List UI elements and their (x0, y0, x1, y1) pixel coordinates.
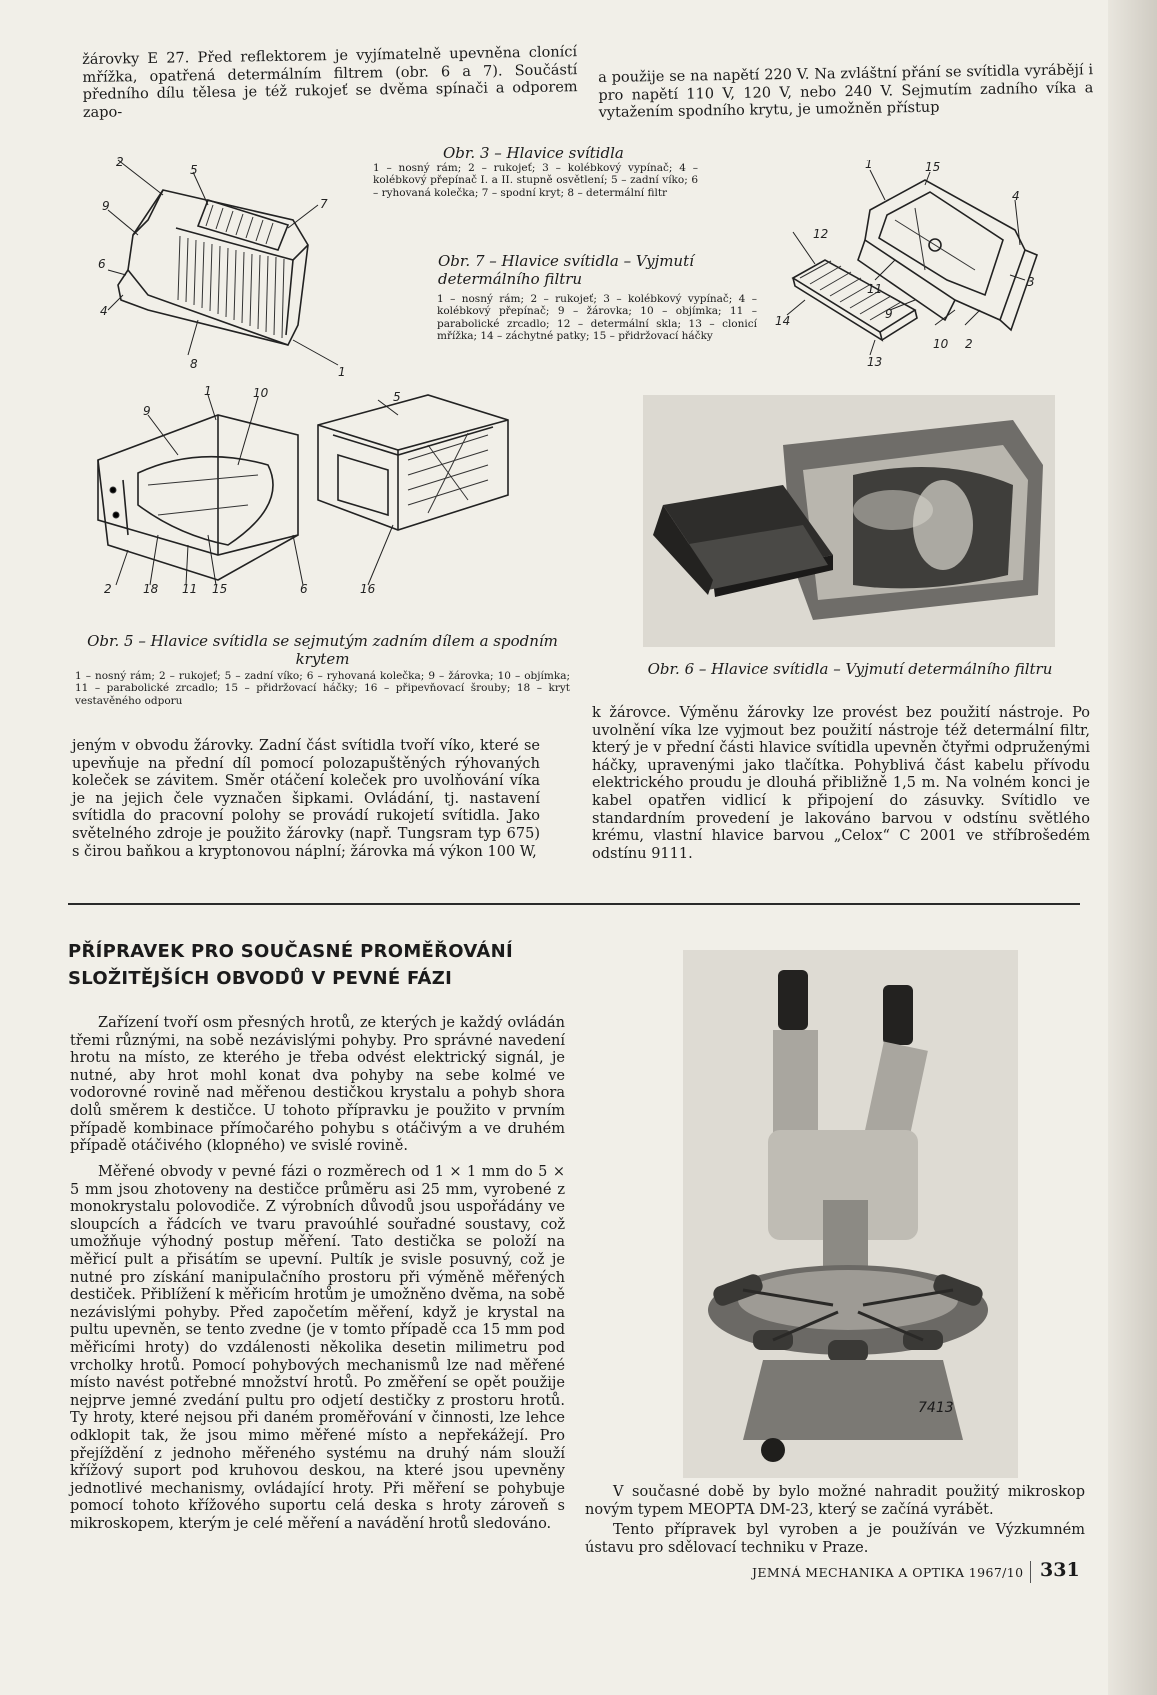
fig3-label-2: 2 (116, 155, 124, 169)
fig7-label-10: 10 (933, 337, 949, 351)
fig3-label-8: 8 (190, 357, 198, 371)
article-title-line-1: PŘÍPRAVEK PRO SOUČASNÉ PROMĚŘOVÁNÍ (68, 941, 514, 962)
text-top-right: a použije se na napětí 220 V. Na zvláštní přání se svítidla vyrábějí i pro napětí 110 V, 120 V, nebo 240 V. Sejmutím zadního víka a vytažením spodního krytu, je umožněn přístup (598, 62, 1094, 122)
fig3-label-1: 1 (338, 365, 346, 379)
figure-7-drawing (775, 160, 1085, 370)
fig7-label-9: 9 (885, 307, 893, 321)
text-mid-right: k žárovce. Výměnu žárovky lze provést bez použití nástroje. Po uvolnění víka lze vyjmout bez použití nástroje též determální filtr, který je v přední části hlavice svítidla upevněn čtyřmi odpruženými háčky, upravenými jako tlačítka. Pohyblivá část kabelu přívodu elektrického proudu je dlouhá přibližně 1,5 m. Na volném konci je kabel opatřen vidlicí k připojení do zásuvky. Svítidlo ve standardním provedení je lakováno barvou v odstínu světlého krému, vlastní hlavice barvou „Celox“ C 2001 ve stříbrošedém odstínu 9111. (592, 705, 1090, 862)
fig5-label-2: 2 (104, 582, 112, 596)
microscope-photo (683, 950, 1018, 1478)
fig3-label-9: 9 (102, 199, 110, 213)
fig7-label-4: 4 (1012, 189, 1020, 203)
figure-5-drawing (88, 385, 548, 600)
fig5-label-9: 9 (143, 404, 151, 418)
fig3-label-6: 6 (98, 257, 106, 271)
fig3-label-7: 7 (320, 197, 328, 211)
text-mid-left: jeným v obvodu žárovky. Zadní část svítidla tvoří víko, které se upevňuje na přední díl pomocí polozapuštěných rýhovaných koleček se závitem. Směr otáčení koleček pro uvolňování víka je na jejich čele vyznačen šipkami. Ovládání, tj. nastavení svítidla do pracovní polohy se provádí rukojetí svítidla. Jako světelného zdroje je použito žárovky (např. Tungsram typ 675) s čirou baňkou a kryptonovou náplní; žárovka má výkon 100 W, (72, 738, 540, 860)
fig7-label-1: 1 (865, 160, 873, 171)
fig5-label-18: 18 (143, 582, 159, 596)
fig5-caption-title: Obr. 5 – Hlavice svítidla se sejmutým zadním dílem a spodním krytem (87, 632, 558, 668)
fig5-label-16: 16 (360, 582, 376, 596)
section-divider (68, 903, 1080, 905)
article-paragraph-4: Tento přípravek byl vyroben a je používán ve Výzkumném ústavu pro sdělovací techniku v Praze. (585, 1522, 1085, 1556)
figure-3-drawing (88, 150, 348, 380)
fig5-label-1: 1 (204, 385, 212, 398)
fig7-label-12: 12 (813, 227, 829, 241)
fig7-label-3: 3 (1027, 275, 1035, 289)
fig5-caption-text: 1 – nosný rám; 2 – rukojeť; 5 – zadní víko; 6 – ryhovaná kolečka; 9 – žárovka; 10 – objímka; 11 – parabolické zrcadlo; 15 – přidržovací háčky; 16 – připevňovací šrouby; 18 – kryt vestavěného odporu (75, 670, 570, 707)
fig3-label-4: 4 (100, 304, 108, 318)
fig5-label-11: 11 (182, 582, 198, 596)
fig3-caption-title: Obr. 3 – Hlavice svítidla (443, 144, 624, 162)
article-title-line-2: SLOŽITĚJŠÍCH OBVODŮ V PEVNÉ FÁZI (68, 968, 453, 989)
article-paragraph-3: V současné době by bylo možné nahradit použitý mikroskop novým typem MEOPTA DM-23, který se začíná vyrábět. (585, 1484, 1085, 1518)
journal-footer: JEMNÁ MECHANIKA A OPTIKA 1967/10 (752, 1565, 1024, 1580)
fig7-label-15: 15 (925, 160, 941, 174)
fig3-caption-text: 1 – nosný rám; 2 – rukojeť; 3 – kolébkový vypínač; 4 – kolébkový přepínač I. a II. stupně osvětlení; 5 – zadní víko; 6 – ryhovaná kolečka; 7 – spodní kryt; 8 – determální filtr (373, 162, 698, 199)
article-paragraph-2: Měřené obvody v pevné fázi o rozměrech od 1 × 1 mm do 5 × 5 mm jsou zhotoveny na destičce průměru asi 25 mm, vyrobené z monokrystalu polovodiče. Z výrobních důvodů jsou uspořádány ve sloupcích a řádcích ve tvaru pravoúhlé souřadné soustavy, což umožňuje výhodný postup měření. Tato destička se položí na měřicí pult a přisátím se upevní. Pultík je svisle posuvný, což je nutné pro získání manipulačního prostoru při výměně měřených destiček. Přiblížení k měřicím hrotům je umožněno dvěma, na sobě nezávislými pohyby. Před započetím měření, když je krystal na pultu upevněn, se tento zvedne (je v tomto případě cca 15 mm pod měřicími hroty) do vzdálenosti několika desetin milimetru pod vrcholky hrotů. Pomocí pohybových mechanismů lze nad měřené místo navést potřebné množství hrotů. Po změření se opět použije nejprve jemné zvedání pultu pro odjetí destičky z prostoru hrotů. Ty hroty, které nejsou při daném proměřování v činnosti, lze lehce odklopit tak, že jsou mimo měřené místo a nepřekážejí. Pro přejíždění z jednoho měřeného systému na druhý nám slouží křížový suport pod kruhovou deskou, na které jsou upevněny jednotlivé mechanismy, ovládající hroty. Při měření se pohybuje pomocí tohoto křížového suportu celá deska s hroty zároveň s mikroskopem, kterým je celé měření a navádění hrotů sledováno. (70, 1164, 565, 1532)
footer-divider (1030, 1561, 1031, 1583)
figure-6-photo (643, 395, 1055, 647)
fig7-label-13: 13 (867, 355, 883, 369)
fig5-label-10: 10 (253, 386, 269, 400)
page-edge-shadow (1108, 0, 1157, 1695)
fig5-label-5: 5 (393, 390, 401, 404)
page-number: 331 (1040, 1559, 1080, 1581)
text-top-left: žárovky E 27. Před reflektorem je vyjímatelně upevněna clonící mřížka, opatřená determálním filtrem (obr. 6 a 7). Součástí předního dílu tělesa je též rukojeť se dvěma spínači a odporem zapo- (82, 44, 578, 121)
fig7-caption-title: Obr. 7 – Hlavice svítidla – Vyjmutí determálního filtru (438, 252, 694, 288)
fig7-label-2: 2 (965, 337, 973, 351)
fig7-caption-text: 1 – nosný rám; 2 – rukojeť; 3 – kolébkový vypínač; 4 – kolébkový přepínač; 9 – žárovka; 10 – objímka; 11 – parabolické zrcadlo; 12 – determální skla; 13 – clonicí mřížka; 14 – záchytné patky; 15 – přidržovací háčky (437, 293, 757, 343)
article-paragraph-1: Zařízení tvoří osm přesných hrotů, ze kterých je každý ovládán třemi různými, na sobě nezávislými pohyby. Pro správné navedení hrotu na místo, ze kterého je třeba odvést elektrický signál, je nutné, aby hrot mohl konat dva pohyby na sebe kolmé ve vodorovné rovině nad měřenou destičkou krystalu a pohyb shora dolů směrem k destičce. U tohoto přípravku je použito v prvním případě kombinace přímočarého pohybu s otáčivým a ve druhém případě otáčivého (klopného) ve svislé rovině. (70, 1015, 565, 1155)
fig6-caption-title: Obr. 6 – Hlavice svítidla – Vyjmutí determálního filtru (647, 660, 1053, 678)
photo-number: 7413 (918, 1400, 954, 1416)
fig5-label-6: 6 (300, 582, 308, 596)
fig5-label-15: 15 (212, 582, 228, 596)
fig3-label-5: 5 (190, 163, 198, 177)
fig7-label-11: 11 (867, 282, 883, 296)
fig7-label-14: 14 (775, 314, 791, 328)
article-title (68, 938, 588, 992)
